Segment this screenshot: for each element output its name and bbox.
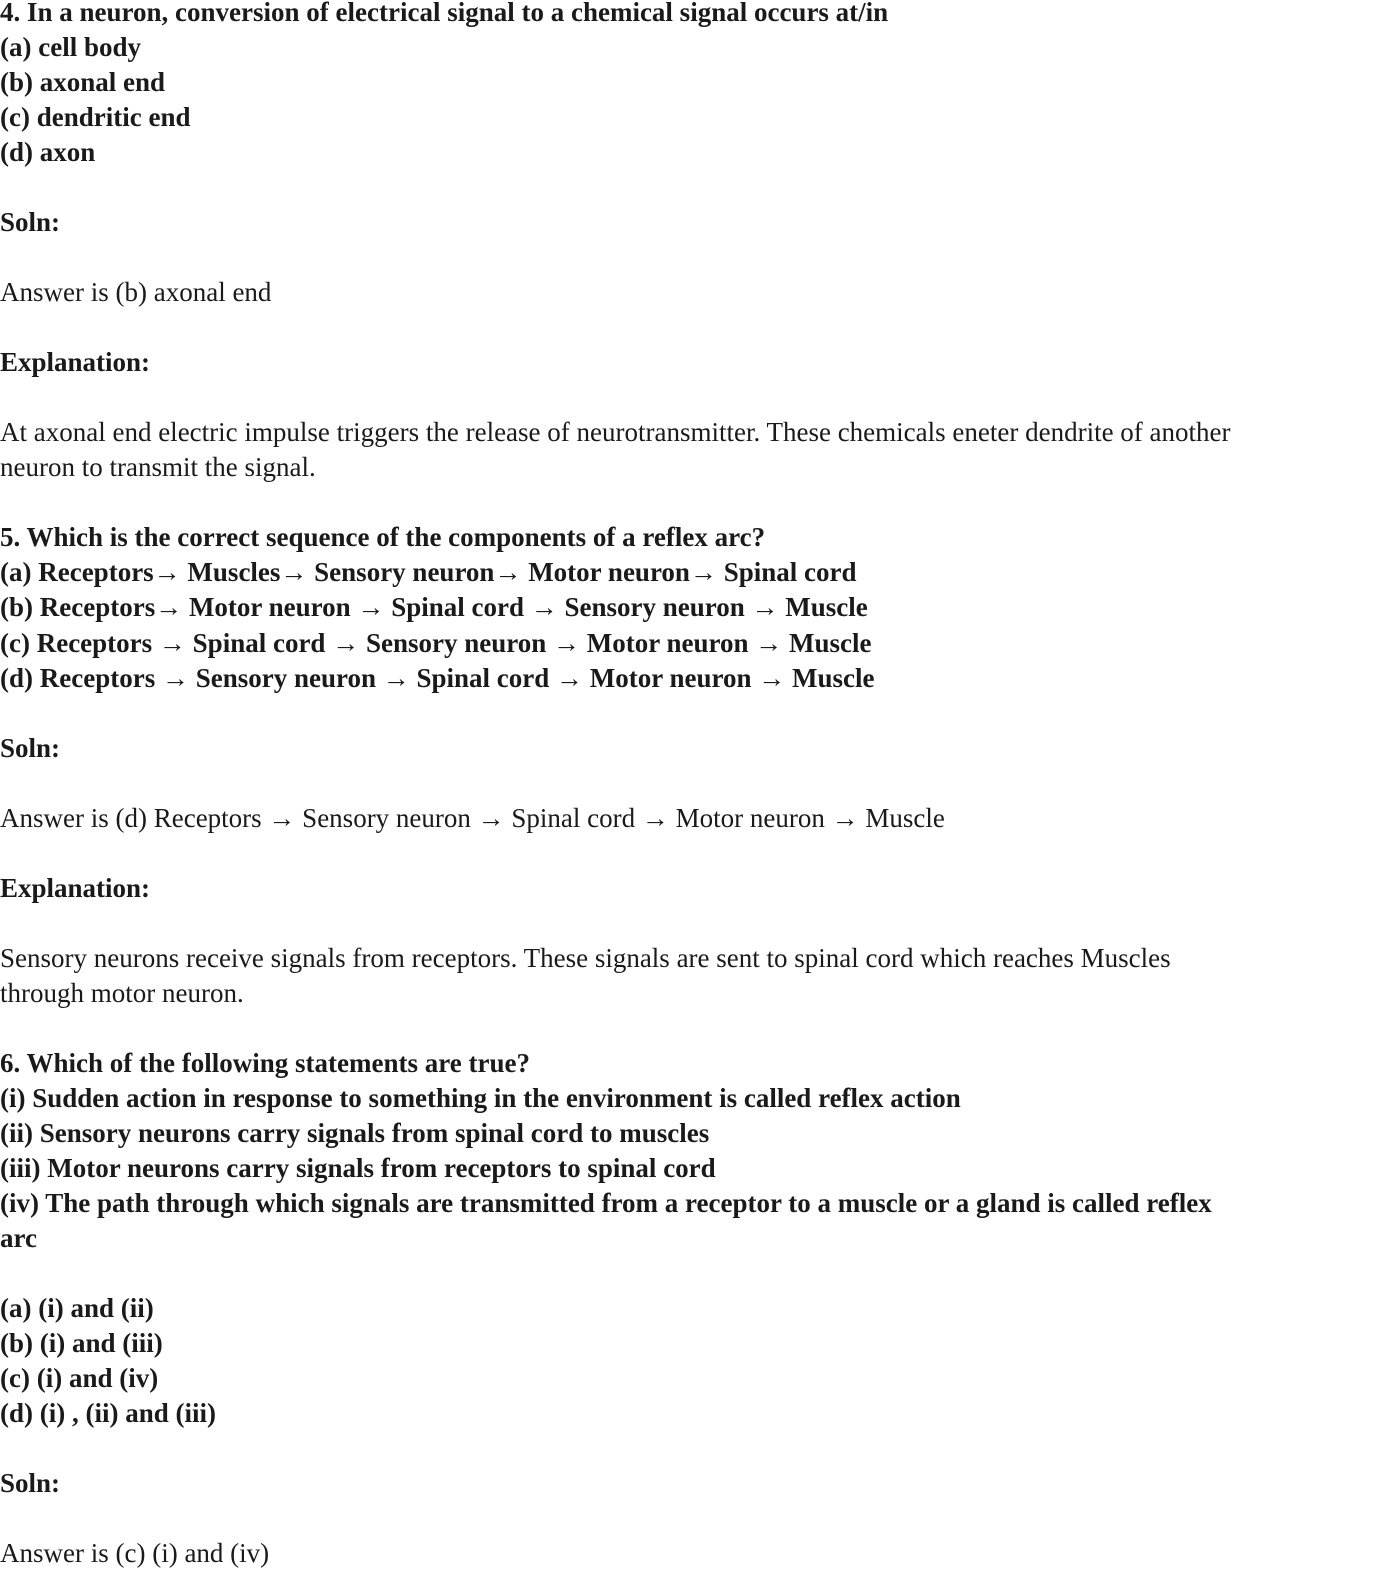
q4-option-c: (c) dendritic end <box>0 102 191 132</box>
q6-option-c: (c) (i) and (iv) <box>0 1363 159 1393</box>
q6-statement-iv: (iv) The path through which signals are transmitted from a receptor to a muscle or a gland is called reflex <box>0 1188 1212 1218</box>
q5-explanation-line-1: Sensory neurons receive signals from receptors. These signals are sent to spinal cord which reaches Muscles <box>0 943 1171 973</box>
question-4-title: 4. In a neuron, conversion of electrical signal to a chemical signal occurs at/in <box>0 0 889 27</box>
q6-option-d: (d) (i) , (ii) and (iii) <box>0 1398 216 1428</box>
q4-explanation-line-1: At axonal end electric impulse triggers the release of neurotransmitter. These chemicals eneter dendrite of another <box>0 417 1231 447</box>
q5-soln-label: Soln: <box>0 733 61 763</box>
q4-soln-label: Soln: <box>0 207 61 237</box>
q6-answer: Answer is (c) (i) and (iv) <box>0 1538 270 1568</box>
q5-option-a: (a) Receptors→ Muscles→ Sensory neuron→ Motor neuron→ Spinal cord <box>0 557 857 587</box>
q6-statement-iii: (iii) Motor neurons carry signals from receptors to spinal cord <box>0 1153 716 1183</box>
q4-option-a: (a) cell body <box>0 32 141 62</box>
q5-option-c: (c) Receptors → Spinal cord → Sensory neuron → Motor neuron → Muscle <box>0 628 872 658</box>
question-5-title: 5. Which is the correct sequence of the components of a reflex arc? <box>0 522 766 552</box>
q6-statement-iv-continued: arc <box>0 1223 37 1253</box>
q4-explanation-line-2: neuron to transmit the signal. <box>0 452 316 482</box>
q5-explanation-line-2: through motor neuron. <box>0 978 244 1008</box>
q6-soln-label: Soln: <box>0 1468 61 1498</box>
q6-option-b: (b) (i) and (iii) <box>0 1328 163 1358</box>
q4-answer: Answer is (b) axonal end <box>0 277 272 307</box>
q5-option-b: (b) Receptors→ Motor neuron → Spinal cord → Sensory neuron → Muscle <box>0 592 868 622</box>
q5-answer: Answer is (d) Receptors → Sensory neuron → Spinal cord → Motor neuron → Muscle <box>0 803 945 833</box>
q4-explanation-label: Explanation: <box>0 347 151 377</box>
q6-statement-i: (i) Sudden action in response to something in the environment is called reflex action <box>0 1083 961 1113</box>
q5-option-d: (d) Receptors → Sensory neuron → Spinal cord → Motor neuron → Muscle <box>0 663 875 693</box>
q6-statement-ii: (ii) Sensory neurons carry signals from spinal cord to muscles <box>0 1118 710 1148</box>
q6-option-a: (a) (i) and (ii) <box>0 1293 154 1323</box>
q5-explanation-label: Explanation: <box>0 873 151 903</box>
q4-option-b: (b) axonal end <box>0 67 166 97</box>
question-6-title: 6. Which of the following statements are true? <box>0 1048 530 1078</box>
q4-option-d: (d) axon <box>0 137 96 167</box>
